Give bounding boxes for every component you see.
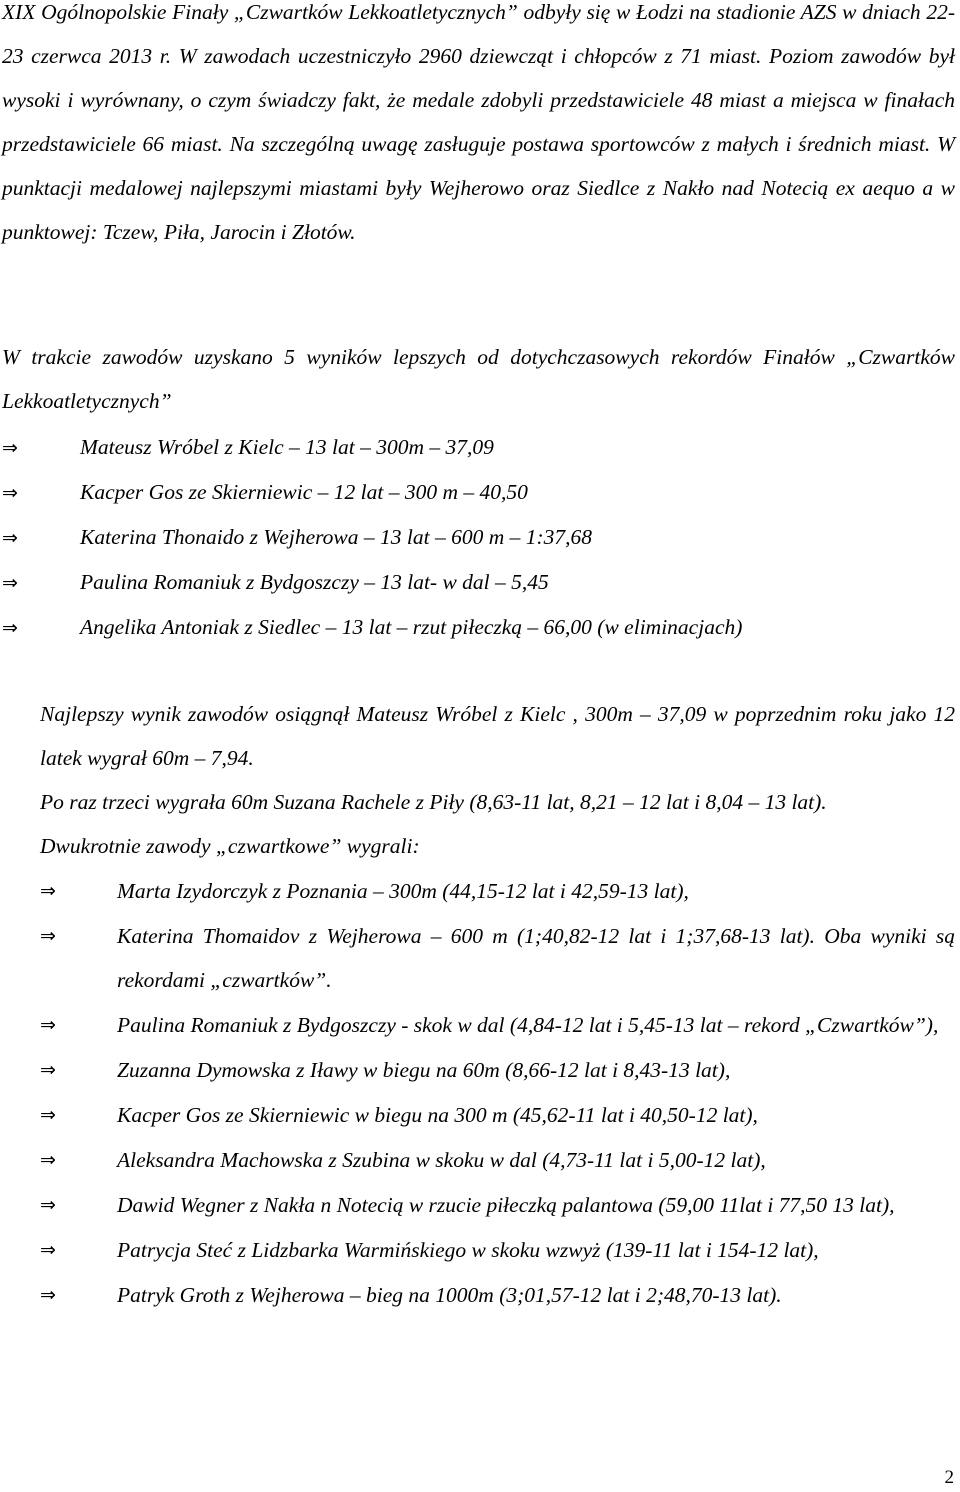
double-winners-heading: Dwukrotnie zawody „czwartkowe” wygrali: (40, 834, 420, 858)
third-win-paragraph: Po raz trzeci wygrała 60m Suzana Rachele z Piły (8,63-11 lat, 8,21 – 12 lat i 8,04 – 13 lat). (40, 790, 827, 814)
double-arrow-icon: ⇒ (2, 527, 18, 549)
list-item (40, 1138, 955, 1182)
list-item (40, 1183, 955, 1227)
record-text: Paulina Romaniuk z Bydgoszczy – 13 lat- w dal – 5,45 (80, 570, 549, 594)
intro-paragraph: XIX Ogólnopolskie Finały „Czwartków Lekkoatletycznych” odbyły się w Łodzi na stadionie AZS w dniach 22-23 czerwca 2013 r. W zawodach uczestniczyło 2960 dziewcząt i chłopców z 71 miast. Poziom zawodów był wysoki i wyrównany, o czym świadczy fakt, że medale zdobyli przedstawiciele 48 miast a miejsca w finałach przedstawiciele 66 miast. Na szczególną uwagę zasługuje postawa sportowców z małych i średnich miast. W punktacji medalowej najlepszymi miastami były Wejherowo oraz Siedlce z Nakło nad Notecią ex aequo a w punktowej: Tczew, Piła, Jarocin i Złotów. (2, 0, 955, 244)
list-item (40, 914, 955, 1002)
list-item (2, 515, 955, 560)
winner-text: Marta Izydorczyk z Poznania – 300m (44,15-12 lat i 42,59-13 lat), (117, 879, 689, 903)
list-item (40, 1273, 955, 1317)
record-text: Katerina Thonaido z Wejherowa – 13 lat – 600 m – 1:37,68 (80, 525, 593, 549)
best-result-paragraph: Najlepszy wynik zawodów osiągnął Mateusz Wróbel z Kielc , 300m – 37,09 w poprzednim roku jako 12 latek wygrał 60m – 7,94. (40, 702, 955, 770)
winner-text: Patryk Groth z Wejherowa – bieg na 1000m (3;01,57-12 lat i 2;48,70-13 lat). (117, 1283, 782, 1307)
list-item (2, 425, 955, 470)
double-arrow-icon: ⇒ (2, 482, 18, 504)
double-arrow-icon: ⇒ (2, 437, 18, 459)
list-item (40, 1228, 955, 1272)
page-number: 2 (944, 1467, 954, 1488)
winner-text: Dawid Wegner z Nakła n Notecią w rzucie piłeczką palantowa (59,00 11lat i 77,50 13 lat), (117, 1193, 895, 1217)
winner-text: Kacper Gos ze Skierniewic w biegu na 300 m (45,62-11 lat i 40,50-12 lat), (117, 1103, 758, 1127)
double-arrow-icon: ⇒ (40, 1194, 56, 1216)
records-list (2, 425, 955, 650)
winner-text: Paulina Romaniuk z Bydgoszczy - skok w dal (4,84-12 lat i 5,45-13 lat – rekord „Czwartków”), (117, 1013, 939, 1037)
double-arrow-icon: ⇒ (40, 880, 56, 902)
winner-text: Patrycja Steć z Lidzbarka Warmińskiego w skoku wzwyż (139-11 lat i 154-12 lat), (117, 1238, 819, 1262)
double-arrow-icon: ⇒ (40, 1284, 56, 1306)
double-arrow-icon: ⇒ (2, 617, 18, 639)
winner-text: Aleksandra Machowska z Szubina w skoku w dal (4,73-11 lat i 5,00-12 lat), (117, 1148, 766, 1172)
list-item (40, 869, 955, 913)
list-item (2, 605, 955, 650)
double-arrow-icon: ⇒ (40, 1104, 56, 1126)
double-arrow-icon: ⇒ (2, 572, 18, 594)
list-item (40, 1048, 955, 1092)
double-arrow-icon: ⇒ (40, 1014, 56, 1036)
winner-text: Zuzanna Dymowska z Iławy w biegu na 60m (8,66-12 lat i 8,43-13 lat), (117, 1058, 731, 1082)
list-item (2, 470, 955, 515)
record-text: Angelika Antoniak z Siedlec – 13 lat – rzut piłeczką – 66,00 (w eliminacjach) (80, 615, 743, 639)
double-winners-list (40, 869, 955, 1318)
winner-text: Katerina Thomaidov z Wejherowa – 600 m (1;40,82-12 lat i 1;37,68-13 lat). Oba wyniki są rekordami „czwartków”. (117, 924, 955, 992)
summary-block (40, 692, 955, 868)
records-intro-paragraph: W trakcie zawodów uzyskano 5 wyników lepszych od dotychczasowych rekordów Finałów „Czwartków Lekkoatletycznych” (2, 345, 955, 413)
double-arrow-icon: ⇒ (40, 1239, 56, 1261)
list-item (40, 1093, 955, 1137)
double-arrow-icon: ⇒ (40, 1149, 56, 1171)
record-text: Mateusz Wróbel z Kielc – 13 lat – 300m – 37,09 (80, 435, 494, 459)
list-item (40, 1003, 955, 1047)
record-text: Kacper Gos ze Skierniewic – 12 lat – 300 m – 40,50 (80, 480, 528, 504)
double-arrow-icon: ⇒ (40, 1059, 56, 1081)
double-arrow-icon: ⇒ (40, 925, 56, 947)
list-item (2, 560, 955, 605)
